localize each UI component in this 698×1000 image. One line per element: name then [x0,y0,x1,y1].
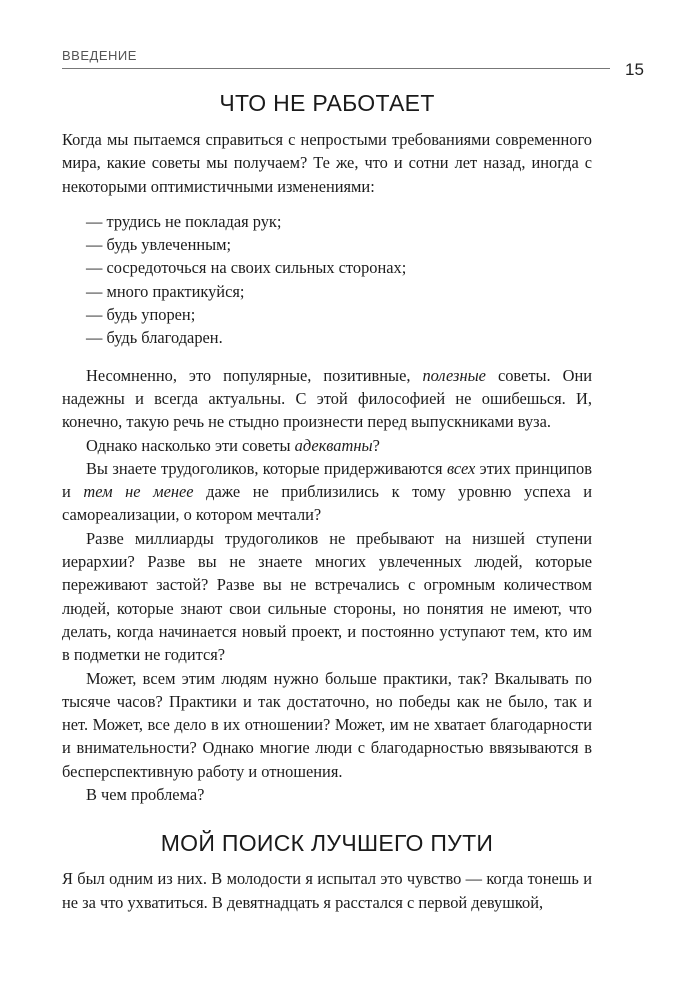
section-title-what-doesnt-work: ЧТО НЕ РАБОТАЕТ [219,90,435,116]
paragraph: Я был одним из них. В молодости я испытал это чувство — когда тонешь и не за что ухватиться. В девятнадцать я расстался с первой девушкой, [62,869,592,912]
header-rule [62,68,610,69]
running-head: ВВЕДЕНИЕ [62,48,137,63]
list-item: — трудись не покладая рук; [86,210,592,233]
section-title-my-search: МОЙ ПОИСК ЛУЧШЕГО ПУТИ [160,830,494,857]
page-body [62,88,592,914]
list-item: — сосредоточься на своих сильных сторонах; [86,256,592,279]
emphasis: всех [446,458,476,478]
paragraph: Может, всем этим людям нужно больше практики, так? Вкалывать по тысяче часов? Практики и так достаточно, но победы как не было, так и нет. Может, все дело в их отношении? Может, им не хватает благодарности и внимательности? Однако многие люди с благодарностью ввязываются в бесперспективную работу и отношения. [62,668,592,781]
emphasis: тем не менее [83,482,194,502]
paragraph: Однако насколько эти советы адекватны? [86,435,380,455]
list-item: — будь упорен; [86,303,592,326]
emphasis: адекватны [294,435,373,455]
list-item: — будь благодарен. [86,326,592,349]
paragraph: Разве миллиарды трудоголиков не пребывают на низшей ступени иерархии? Разве вы не знаете многих увлеченных людей, которые переживают застой? Разве вы не встречались с огромным количеством людей, которые знают свои сильные стороны, но понятия не имеют, что делать, когда начинается новый проект, и постоянно уступают тем, кто им в подметки не годится? [62,528,592,665]
intro-paragraph: Когда мы пытаемся справиться с непростыми требованиями современного мира, какие советы мы получаем? Те же, что и сотни лет назад, иногда с некоторыми оптимистичными изменениями: [62,130,592,196]
emphasis: полезные [422,365,486,385]
paragraph: В чем проблема? [86,785,205,805]
paragraph: Несомненно, это популярные, позитивные, полезные советы. Они надежны и всегда актуальны. С этой философией не ошибешься. И, конечно, такую речь не стыдно произнести перед выпускниками вуза. [62,365,592,432]
advice-list [62,210,592,350]
list-item: — будь увлеченным; [86,233,592,256]
paragraph: Вы знаете трудоголиков, которые придерживаются всех этих принципов и тем не менее даже не приблизились к тому уровню успеха и самореализации, о котором мечтали? [62,458,592,525]
page-number: 15 [625,60,644,79]
list-item: — много практикуйся; [86,280,592,303]
